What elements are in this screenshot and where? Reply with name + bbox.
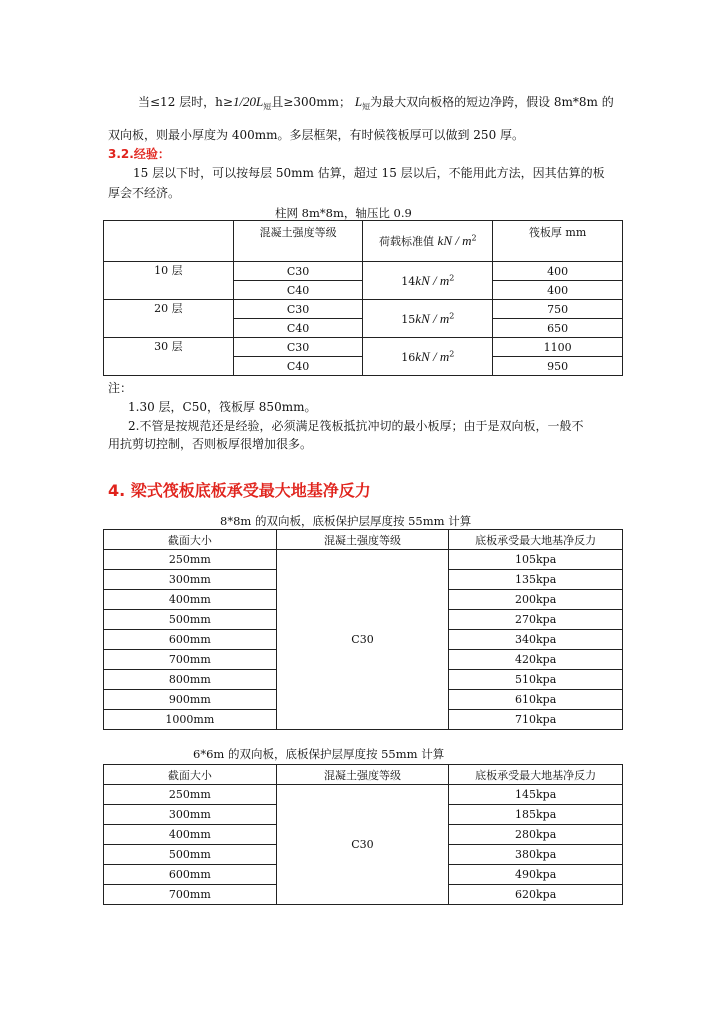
grade-cell: C40 (233, 281, 363, 300)
load-unit: kN / m (415, 348, 450, 364)
size-cell: 600mm (104, 630, 277, 650)
grade-cell: C40 (233, 357, 363, 376)
force-cell: 105kpa (449, 550, 623, 570)
size-cell: 400mm (104, 590, 277, 610)
floor-cell: 30 层 (104, 338, 234, 376)
para1-line2: 双向板，则最小厚度为 400mm。多层框架，有时候筏板厚可以做到 250 厚。 (108, 128, 525, 142)
grade-cell: C30 (233, 338, 363, 357)
table1-row (104, 262, 623, 281)
note-2b: 用抗剪切控制，否则板厚很增加很多。 (108, 437, 313, 451)
load-header-text: 荷载标准值 (379, 235, 435, 248)
grade-cell: C40 (233, 319, 363, 338)
table1-caption: 柱网 8m*8m，轴压比 0.9 (275, 206, 412, 220)
load-header-unit: kN / m (437, 233, 472, 248)
para1-line1 (138, 94, 614, 116)
size-cell: 300mm (104, 570, 277, 590)
grade-cell: C30 (276, 550, 449, 730)
table2-header-grade: 混凝土强度等级 (276, 530, 449, 550)
load-header-exp: 2 (471, 233, 477, 243)
formula-main: 1/20L (232, 94, 264, 109)
grade-cell: C30 (233, 262, 363, 281)
floor-cell: 20 层 (104, 300, 234, 338)
thick-cell: 650 (493, 319, 623, 338)
sec32-line1: 15 层以下时，可以按每层 50mm 估算，超过 15 层以后，不能用此方法，因其估算的板 (133, 166, 605, 180)
thick-cell: 400 (493, 262, 623, 281)
table1-header-load (363, 221, 493, 262)
force-cell: 270kpa (449, 610, 623, 630)
load-exp: 2 (449, 310, 455, 320)
para1-text-a: 当≤12 层时，h≥ (138, 95, 233, 109)
table3-header-force: 底板承受最大地基净反力 (449, 765, 623, 785)
table3-caption: 6*6m 的双向板，底板保护层厚度按 55mm 计算 (193, 747, 445, 761)
notes-label: 注： (108, 381, 133, 395)
load-cell (363, 338, 493, 376)
force-cell: 380kpa (449, 845, 623, 865)
load-unit: kN / m (415, 310, 450, 326)
size-cell: 400mm (104, 825, 277, 845)
grade-cell: C30 (276, 785, 449, 905)
formula (232, 94, 272, 112)
size-cell: 500mm (104, 610, 277, 630)
table1-header-grade: 混凝土强度等级 (233, 221, 363, 262)
size-cell: 800mm (104, 670, 277, 690)
table-row (104, 785, 623, 805)
load-exp: 2 (449, 348, 455, 358)
size-cell: 250mm (104, 550, 277, 570)
load-value: 14 (401, 274, 416, 288)
thick-cell: 400 (493, 281, 623, 300)
table-row (104, 550, 623, 570)
table2-caption: 8*8m 的双向板，底板保护层厚度按 55mm 计算 (220, 514, 472, 528)
size-cell: 1000mm (104, 710, 277, 730)
load-cell (363, 300, 493, 338)
force-cell: 710kpa (449, 710, 623, 730)
size-cell: 300mm (104, 805, 277, 825)
table3-header-grade: 混凝土强度等级 (276, 765, 449, 785)
force-cell: 145kpa (449, 785, 623, 805)
para1-text-c: 为最大双向板格的短边净跨，假设 8m*8m 的 (370, 95, 614, 109)
load-unit: kN / m (415, 272, 450, 288)
load-value: 15 (401, 312, 416, 326)
table1 (103, 220, 623, 376)
force-cell: 185kpa (449, 805, 623, 825)
table1-header-empty (104, 221, 234, 262)
table3-header-size: 截面大小 (104, 765, 277, 785)
force-cell: 490kpa (449, 865, 623, 885)
load-value: 16 (401, 350, 416, 364)
thick-cell: 1100 (493, 338, 623, 357)
thick-cell: 950 (493, 357, 623, 376)
force-cell: 420kpa (449, 650, 623, 670)
force-cell: 200kpa (449, 590, 623, 610)
load-exp: 2 (449, 272, 455, 282)
size-cell: 900mm (104, 690, 277, 710)
formula-L-sub: 短 (362, 102, 371, 112)
table3 (103, 764, 623, 905)
load-cell (363, 262, 493, 300)
floor-cell: 10 层 (104, 262, 234, 300)
force-cell: 510kpa (449, 670, 623, 690)
note-1: 1.30 层，C50，筏板厚 850mm。 (128, 400, 317, 414)
table2 (103, 529, 623, 730)
size-cell: 250mm (104, 785, 277, 805)
formula-sub: 短 (263, 102, 272, 112)
table1-row (104, 338, 623, 357)
size-cell: 700mm (104, 650, 277, 670)
force-cell: 280kpa (449, 825, 623, 845)
section-3-2-heading: 3.2.经验： (108, 147, 170, 161)
grade-cell: C30 (233, 300, 363, 319)
table1-header-thick: 筏板厚 mm (493, 221, 623, 262)
section-4-heading: 4. 梁式筏板底板承受最大地基净反力 (108, 481, 371, 500)
force-cell: 135kpa (449, 570, 623, 590)
note-2a: 2.不管是按规范还是经验，必须满足筏板抵抗冲切的最小板厚；由于是双向板，一般不 (128, 419, 584, 433)
thick-cell: 750 (493, 300, 623, 319)
force-cell: 620kpa (449, 885, 623, 905)
table2-header-force: 底板承受最大地基净反力 (449, 530, 623, 550)
size-cell: 700mm (104, 885, 277, 905)
size-cell: 600mm (104, 865, 277, 885)
force-cell: 340kpa (449, 630, 623, 650)
size-cell: 500mm (104, 845, 277, 865)
force-cell: 610kpa (449, 690, 623, 710)
table2-header-size: 截面大小 (104, 530, 277, 550)
para1-text-b: 且≥300mm； (271, 95, 351, 109)
table1-row (104, 300, 623, 319)
sec32-line2: 厚会不经济。 (108, 186, 181, 200)
formula-L: L (354, 94, 363, 109)
